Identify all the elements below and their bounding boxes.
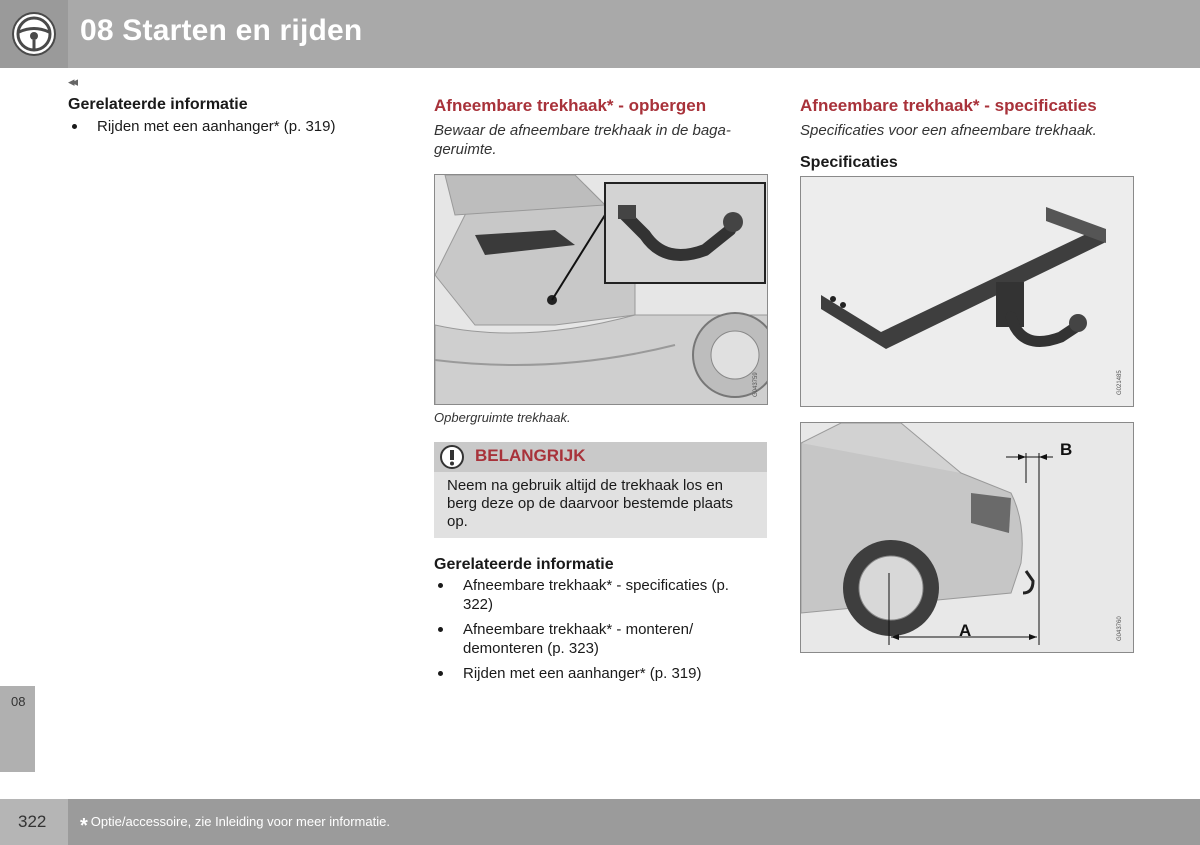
steering-wheel-icon [11,11,57,57]
section-intro-storage: Bewaar de afneembare trekhaak in de baga-geruimte. [434,122,731,158]
related-heading: Gerelateerde informatie [68,96,248,113]
figure-code: G043760 [1117,616,1123,641]
trunk-storage-illustration [435,175,768,405]
tow-bar-illustration [801,177,1134,407]
section-title-storage: Afneembare trekhaak* - opbergen [434,96,707,115]
related-list [434,576,767,683]
dimension-a-label: A [959,621,972,640]
chapter-icon-box [0,0,68,68]
dimension-b-label: B [1060,440,1073,459]
specs-heading: Specificaties [800,154,898,171]
section-title-specs: Afneembare trekhaak* - specificaties [800,96,1097,115]
important-text: Neem na gebruik altijd de trekhaak los en berg deze op de daarvoor bestemde plaats op. [447,477,734,530]
footer-note [80,814,390,838]
footer-note-text: Optie/accessoire, zie Inleiding voor meer informatie. [90,814,390,829]
column-left [68,96,368,136]
related-heading: Gerelateerde informatie [434,556,614,573]
trunk-storage-figure [434,174,768,405]
figure-code: G043759 [753,372,759,397]
related-link[interactable]: Rijden met een aanhanger* (p. 319) [434,664,767,683]
related-list [68,117,368,136]
figure-code: G021485 [1117,370,1123,395]
footnote-star: * [80,815,88,837]
tow-bar-figure [800,176,1134,407]
chapter-title: 08 Starten en rijden [80,14,363,47]
related-link[interactable]: Rijden met een aanhanger* (p. 319) [68,117,368,136]
warning-exclamation-icon [439,444,465,470]
related-link[interactable]: Afneembare trekhaak* - specificaties (p. 322) [434,576,734,614]
related-info-middle [434,556,767,683]
section-intro-specs: Specificaties voor een afneembare trekhaak. [800,122,1097,139]
back-nav-link[interactable]: ◂◂ [68,74,76,89]
column-right [800,96,1134,172]
related-link[interactable]: Afneembare trekhaak* - monteren/ demonteren (p. 323) [434,620,724,658]
dimensions-illustration [801,423,1134,653]
column-middle [434,96,767,159]
important-notice [434,442,767,538]
side-tab-label: 08 [11,694,26,709]
important-header [434,442,767,472]
tow-bar-dimensions-figure [800,422,1134,653]
page-number: 322 [18,812,47,831]
important-label: BELANGRIJK [475,446,586,465]
figure-caption: Opbergruimte trekhaak. [434,410,571,425]
chapter-side-tab[interactable] [0,686,35,772]
